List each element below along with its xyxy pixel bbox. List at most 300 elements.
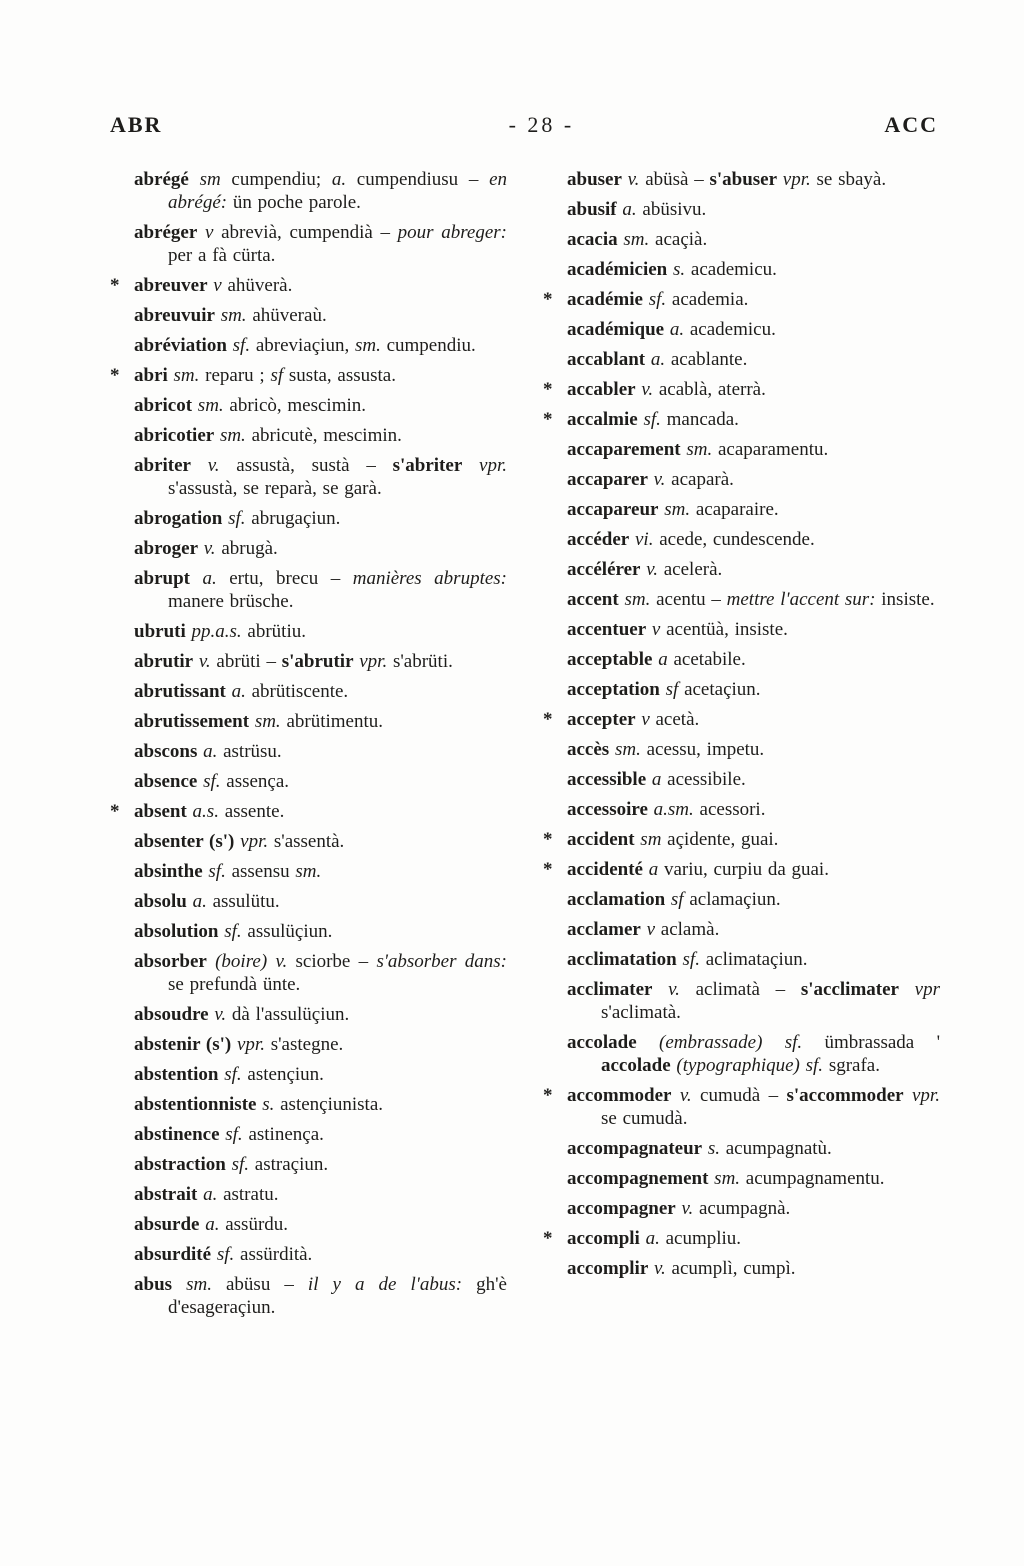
- translation-text: cumpendiu;: [231, 169, 332, 190]
- dictionary-entry: [567, 228, 940, 251]
- dictionary-entry: [110, 800, 507, 823]
- grammar-tag: sf.: [226, 335, 256, 356]
- translation-text: sciorbe –: [295, 951, 377, 972]
- translation-text: assürdu.: [225, 1214, 289, 1235]
- translation-text: acaçià.: [655, 229, 708, 250]
- translation-text: assensu: [231, 861, 296, 882]
- dictionary-entry: [567, 948, 940, 971]
- translation-text: abricutè, mescimin.: [251, 425, 402, 446]
- grammar-tag: v.: [675, 1198, 699, 1219]
- headword: abrutir: [134, 651, 194, 672]
- dictionary-entry: [543, 1084, 940, 1130]
- headword: accepter: [567, 709, 636, 730]
- headword: acclamation: [567, 889, 666, 910]
- translation-text: astençiunista.: [280, 1094, 384, 1115]
- translation-text: açidente, guai.: [667, 829, 779, 850]
- dictionary-entry: [567, 558, 940, 581]
- headword: absolu: [134, 891, 187, 912]
- grammar-tag: vpr.: [234, 831, 274, 852]
- grammar-tag: a.: [664, 319, 690, 340]
- headword: s'accommoder: [786, 1085, 904, 1106]
- headword: accaparement: [567, 439, 681, 460]
- grammar-tag: vpr: [898, 979, 940, 1000]
- grammar-tag: v.: [621, 169, 646, 190]
- dictionary-entry: [543, 828, 940, 851]
- translation-text: assença.: [226, 771, 290, 792]
- grammar-tag: (typographique) sf.: [670, 1055, 829, 1076]
- translation-text: astraçiun.: [254, 1154, 329, 1175]
- dictionary-entry: [567, 468, 940, 491]
- headword: absenter (s'): [134, 831, 235, 852]
- grammar-tag: v.: [208, 1004, 232, 1025]
- grammar-tag: sf.: [642, 289, 672, 310]
- headword: abroger: [134, 538, 199, 559]
- dictionary-entry: [567, 888, 940, 911]
- headword: accessoire: [567, 799, 648, 820]
- translation-text: s'aclimatà.: [601, 1002, 681, 1023]
- headword: s'abrutir: [281, 651, 354, 672]
- translation-text: astinença.: [248, 1124, 324, 1145]
- headword: abstrait: [134, 1184, 198, 1205]
- dictionary-entry: [134, 710, 507, 733]
- translation-text: acumplì, cumpì.: [671, 1258, 796, 1279]
- dictionary-entry: [134, 424, 507, 447]
- translation-text: abreviaçiun,: [255, 335, 355, 356]
- headword: abuser: [567, 169, 622, 190]
- headword: accompagnateur: [567, 1138, 703, 1159]
- translation-text: ahüverà.: [227, 275, 293, 296]
- headword: abscons: [134, 741, 198, 762]
- grammar-tag: vpr.: [231, 1034, 271, 1055]
- translation-text: acaparà.: [671, 469, 734, 490]
- translation-text: variu, curpiu da guai.: [663, 859, 829, 880]
- headword: s'abriter: [392, 455, 463, 476]
- grammar-tag: sm.: [618, 589, 657, 610]
- grammar-tag: sm.: [214, 425, 252, 446]
- headword: abstraction: [134, 1154, 226, 1175]
- grammar-tag: sf.: [637, 409, 667, 430]
- translation-text: s'abrüti.: [392, 651, 453, 672]
- grammar-tag: sf.: [676, 949, 706, 970]
- dictionary-entry: [134, 740, 507, 763]
- dictionary-entry: [567, 258, 940, 281]
- dictionary-entry: [134, 567, 507, 613]
- grammar-tag: mettre l'accent sur:: [726, 589, 876, 610]
- grammar-tag: sm: [188, 169, 232, 190]
- headword: accompli: [567, 1228, 640, 1249]
- headword: acclimatation: [567, 949, 677, 970]
- grammar-tag: a.: [186, 891, 213, 912]
- translation-text: reparu ;: [205, 365, 271, 386]
- dictionary-entry: [567, 618, 940, 641]
- grammar-tag: a: [646, 769, 668, 790]
- grammar-tag: a.: [616, 199, 643, 220]
- grammar-tag: a.: [197, 741, 224, 762]
- grammar-tag: v.: [190, 455, 237, 476]
- translation-text: abrüti –: [216, 651, 282, 672]
- headword: s'abuser: [709, 169, 778, 190]
- headword: accaparer: [567, 469, 648, 490]
- dictionary-entry: [567, 198, 940, 221]
- translation-text: assente.: [224, 801, 285, 822]
- grammar-tag: sm.: [172, 1274, 226, 1295]
- grammar-tag: pour abreger:: [397, 222, 508, 243]
- headword: absinthe: [134, 861, 203, 882]
- dictionary-entry: [567, 348, 940, 371]
- headword: abstentionniste: [134, 1094, 257, 1115]
- headword: acceptation: [567, 679, 660, 700]
- grammar-tag: sf.: [225, 1154, 255, 1175]
- grammar-tag: v.: [640, 559, 664, 580]
- translation-text: abüsà –: [645, 169, 710, 190]
- grammar-tag: il y a de l'abus:: [307, 1274, 463, 1295]
- headword: abri: [134, 365, 168, 386]
- grammar-tag: sm.: [617, 229, 656, 250]
- translation-text: abricò, mescimin.: [229, 395, 367, 416]
- dictionary-entry: [134, 537, 507, 560]
- translation-text: aclamaçiun.: [689, 889, 781, 910]
- grammar-tag: a.sm.: [647, 799, 700, 820]
- dictionary-entry: [134, 1003, 507, 1026]
- translation-text: se sbayà.: [816, 169, 887, 190]
- dictionary-entry: [134, 770, 507, 793]
- translation-text: acentu –: [656, 589, 727, 610]
- grammar-tag: vi.: [629, 529, 660, 550]
- headword: accentuer: [567, 619, 647, 640]
- translation-text: acetà.: [655, 709, 700, 730]
- headword: abricot: [134, 395, 193, 416]
- dictionary-entry: [134, 454, 507, 500]
- grammar-tag: (boire) v.: [206, 951, 296, 972]
- grammar-tag: v: [640, 919, 661, 940]
- dictionary-entry: [543, 708, 940, 731]
- dictionary-entry: [134, 1123, 507, 1146]
- dictionary-entry: [134, 620, 507, 643]
- translation-text: acumpagnatù.: [725, 1138, 832, 1159]
- translation-text: acelerà.: [663, 559, 723, 580]
- grammar-tag: a.: [645, 349, 671, 370]
- grammar-tag: s.: [667, 259, 691, 280]
- translation-text: aclimataçiun.: [705, 949, 808, 970]
- translation-text: acaparamentu.: [718, 439, 829, 460]
- dictionary-entry: [134, 1213, 507, 1236]
- grammar-tag: sf.: [218, 1064, 248, 1085]
- translation-text: acetabile.: [673, 649, 746, 670]
- headword: accent: [567, 589, 619, 610]
- grammar-tag: sf.: [197, 771, 227, 792]
- headword: accablant: [567, 349, 646, 370]
- dictionary-entry: [134, 680, 507, 703]
- translation-text: academicu.: [690, 259, 777, 280]
- grammar-tag: vpr.: [903, 1085, 940, 1106]
- headword: abrutissant: [134, 681, 226, 702]
- grammar-tag: v.: [193, 651, 217, 672]
- dictionary-entry: [567, 438, 940, 461]
- headword: abusif: [567, 199, 617, 220]
- translation-text: astratu.: [223, 1184, 279, 1205]
- translation-text: s'assustà, se reparà, se garà.: [168, 478, 382, 499]
- star-marker: *: [543, 379, 553, 400]
- dictionary-entry: [134, 830, 507, 853]
- dictionary-entry: [543, 858, 940, 881]
- dictionary-entry: [567, 498, 940, 521]
- dictionary-entry: [134, 1273, 507, 1319]
- right-column: [541, 168, 940, 1326]
- grammar-tag: manières abruptes:: [352, 568, 508, 589]
- grammar-tag: a: [642, 859, 664, 880]
- grammar-tag: v.: [198, 538, 222, 559]
- translation-text: per a fà cürta.: [168, 245, 276, 266]
- grammar-tag: s.: [256, 1094, 281, 1115]
- grammar-tag: a.: [331, 169, 347, 190]
- translation-text: acumpagnamentu.: [745, 1168, 885, 1189]
- translation-text: acablà, aterrà.: [658, 379, 766, 400]
- grammar-tag: v: [635, 709, 656, 730]
- star-marker: *: [543, 859, 553, 880]
- headword: abstinence: [134, 1124, 220, 1145]
- dictionary-entry: [134, 1153, 507, 1176]
- star-marker: *: [543, 289, 553, 310]
- headword: abréviation: [134, 335, 227, 356]
- grammar-tag: v.: [648, 1258, 672, 1279]
- dictionary-entry: [134, 394, 507, 417]
- grammar-tag: a: [652, 649, 674, 670]
- header-left-guide-word: ABR: [110, 112, 163, 137]
- grammar-tag: sm.: [609, 739, 647, 760]
- dictionary-entry: [134, 1093, 507, 1116]
- translation-text: assulütu.: [212, 891, 280, 912]
- translation-text: ahüveraù.: [252, 305, 327, 326]
- headword: accompagnement: [567, 1168, 709, 1189]
- headword: absurdité: [134, 1244, 212, 1265]
- grammar-tag: sf.: [202, 861, 232, 882]
- headword: accapareur: [567, 499, 659, 520]
- headword: accidenté: [567, 859, 643, 880]
- headword: abstention: [134, 1064, 219, 1085]
- headword: accolade: [567, 1032, 637, 1053]
- headword: acacia: [567, 229, 618, 250]
- grammar-tag: v: [207, 275, 228, 296]
- translation-text: cumpendiu.: [380, 335, 476, 356]
- star-marker: *: [543, 1228, 553, 1249]
- headword: absent: [134, 801, 187, 822]
- translation-text: cumpendiusu –: [346, 169, 490, 190]
- headword: accessible: [567, 769, 647, 790]
- grammar-tag: sm.: [192, 395, 230, 416]
- page-number: - 28 -: [508, 112, 575, 137]
- dictionary-entry: [134, 507, 507, 530]
- grammar-tag: a.s.: [186, 801, 225, 822]
- translation-text: acetaçiun.: [684, 679, 761, 700]
- grammar-tag: sm: [634, 829, 668, 850]
- dictionary-columns: [108, 168, 940, 1326]
- dictionary-entry: [134, 860, 507, 883]
- grammar-tag: pp.a.s.: [185, 621, 248, 642]
- grammar-tag: sm.: [658, 499, 696, 520]
- translation-text: cumudà –: [700, 1085, 787, 1106]
- headword: accélérer: [567, 559, 641, 580]
- headword: acclimater: [567, 979, 653, 1000]
- translation-text: gh'è d'esageraçiun.: [168, 1274, 507, 1318]
- headword: absence: [134, 771, 198, 792]
- dictionary-entry: [134, 1183, 507, 1206]
- translation-text: ertu, brecu –: [229, 568, 353, 589]
- star-marker: *: [543, 409, 553, 430]
- translation-text: acablante.: [670, 349, 748, 370]
- grammar-tag: sm.: [708, 1168, 746, 1189]
- star-marker: *: [543, 709, 553, 730]
- headword: abus: [134, 1274, 173, 1295]
- translation-text: abrugaçiun.: [251, 508, 341, 529]
- dictionary-entry: [134, 334, 507, 357]
- dictionary-entry: [110, 364, 507, 387]
- dictionary-entry: [543, 1227, 940, 1250]
- headword: ubruti: [134, 621, 186, 642]
- grammar-tag: vpr.: [462, 455, 507, 476]
- grammar-tag: a.: [225, 681, 252, 702]
- translation-text: aclamà.: [660, 919, 720, 940]
- dictionary-entry: [567, 588, 940, 611]
- headword: s'acclimater: [800, 979, 899, 1000]
- dictionary-entry: [567, 1197, 940, 1220]
- headword: accomplir: [567, 1258, 649, 1279]
- headword: accalmie: [567, 409, 638, 430]
- headword: abricotier: [134, 425, 215, 446]
- translation-text: astrüsu.: [223, 741, 282, 762]
- headword: abrégé: [134, 169, 189, 190]
- dictionary-entry: [567, 1167, 940, 1190]
- translation-text: acumpliu.: [665, 1228, 742, 1249]
- headword: académique: [567, 319, 665, 340]
- translation-text: assürdità.: [240, 1244, 313, 1265]
- translation-text: dà l'assulüçiun.: [231, 1004, 350, 1025]
- dictionary-entry: [110, 274, 507, 297]
- translation-text: s'assentà.: [273, 831, 345, 852]
- headword: accabler: [567, 379, 636, 400]
- translation-text: mancada.: [666, 409, 739, 430]
- translation-text: abrütimentu.: [286, 711, 383, 732]
- dictionary-entry: [543, 378, 940, 401]
- translation-text: abrütiscente.: [251, 681, 349, 702]
- dictionary-entry: [134, 650, 507, 673]
- headword: absolution: [134, 921, 219, 942]
- translation-text: acede, cundescende.: [659, 529, 815, 550]
- grammar-tag: v: [197, 222, 222, 243]
- left-column: [108, 168, 507, 1326]
- dictionary-entry: [567, 798, 940, 821]
- headword: acclamer: [567, 919, 641, 940]
- grammar-tag: sf: [659, 679, 685, 700]
- translation-text: acentüà, insiste.: [666, 619, 788, 640]
- headword: accommoder: [567, 1085, 672, 1106]
- headword: accolade: [601, 1055, 671, 1076]
- headword: accéder: [567, 529, 630, 550]
- headword: acceptable: [567, 649, 653, 670]
- dictionary-entry: [134, 221, 507, 267]
- dictionary-entry: [567, 318, 940, 341]
- headword: abrogation: [134, 508, 223, 529]
- grammar-tag: s'absorber dans:: [376, 951, 508, 972]
- grammar-tag: s.: [702, 1138, 726, 1159]
- translation-text: ümbrassada ': [824, 1032, 940, 1053]
- headword: absoudre: [134, 1004, 209, 1025]
- headword: absorber: [134, 951, 207, 972]
- dictionary-entry: [134, 1033, 507, 1056]
- translation-text: academia.: [671, 289, 749, 310]
- dictionary-entry: [134, 1243, 507, 1266]
- headword: accident: [567, 829, 635, 850]
- grammar-tag: sf.: [211, 1244, 241, 1265]
- star-marker: *: [110, 275, 120, 296]
- star-marker: *: [543, 1085, 553, 1106]
- dictionary-entry: [567, 1257, 940, 1280]
- dictionary-entry: [543, 408, 940, 431]
- grammar-tag: a.: [639, 1228, 666, 1249]
- translation-text: abrugà.: [221, 538, 278, 559]
- translation-text: acessu, impetu.: [646, 739, 765, 760]
- dictionary-entry: [134, 168, 507, 214]
- dictionary-entry: [134, 304, 507, 327]
- headword: abrutissement: [134, 711, 250, 732]
- dictionary-entry: [567, 768, 940, 791]
- headword: abreuvuir: [134, 305, 215, 326]
- grammar-tag: sm.: [249, 711, 287, 732]
- grammar-tag: sf: [270, 365, 289, 386]
- headword: académicien: [567, 259, 668, 280]
- grammar-tag: sm.: [167, 365, 206, 386]
- translation-text: acaparaire.: [695, 499, 779, 520]
- grammar-tag: sm.: [354, 335, 381, 356]
- headword: abriter: [134, 455, 191, 476]
- translation-text: abüsu –: [226, 1274, 308, 1295]
- headword: absurde: [134, 1214, 200, 1235]
- dictionary-entry: [567, 738, 940, 761]
- headword: abrupt: [134, 568, 190, 589]
- translation-text: se prefundà ünte.: [168, 974, 301, 995]
- translation-text: susta, assusta.: [288, 365, 396, 386]
- headword: abreuver: [134, 275, 208, 296]
- grammar-tag: sf.: [219, 1124, 249, 1145]
- dictionary-entry: [134, 1063, 507, 1086]
- grammar-tag: v: [646, 619, 667, 640]
- grammar-tag: sm.: [214, 305, 253, 326]
- headword: abréger: [134, 222, 198, 243]
- translation-text: ün poche parole.: [227, 192, 361, 213]
- dictionary-entry: [567, 168, 940, 191]
- translation-text: se cumudà.: [601, 1108, 688, 1129]
- dictionary-entry: [567, 648, 940, 671]
- grammar-tag: vpr.: [353, 651, 393, 672]
- headword: accès: [567, 739, 610, 760]
- dictionary-entry: [567, 918, 940, 941]
- translation-text: s'astegne.: [270, 1034, 344, 1055]
- dictionary-entry: [134, 920, 507, 943]
- grammar-tag: sf.: [218, 921, 248, 942]
- translation-text: academicu.: [689, 319, 776, 340]
- translation-text: assustà, sustà –: [236, 455, 393, 476]
- grammar-tag: v.: [671, 1085, 701, 1106]
- grammar-tag: (embrassade) sf.: [636, 1032, 825, 1053]
- grammar-tag: a.: [189, 568, 230, 589]
- dictionary-entry: [134, 890, 507, 913]
- grammar-tag: en abrégé:: [168, 169, 507, 213]
- header-right-guide-word: ACC: [884, 112, 938, 137]
- translation-text: acumpagnà.: [698, 1198, 791, 1219]
- translation-text: astençiun.: [247, 1064, 324, 1085]
- headword: abstenir (s'): [134, 1034, 232, 1055]
- grammar-tag: sm.: [295, 861, 322, 882]
- grammar-tag: sf: [665, 889, 690, 910]
